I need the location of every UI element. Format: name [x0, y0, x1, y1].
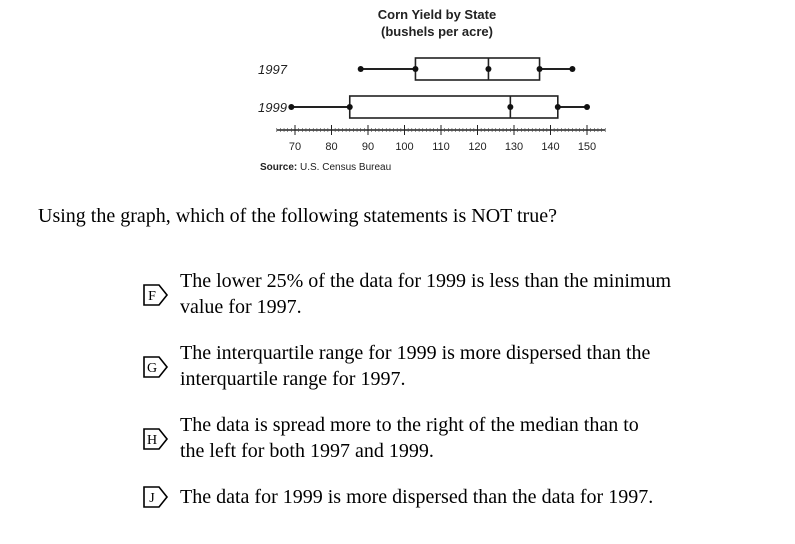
question-text: Using the graph, which of the following statements is NOT true?	[38, 205, 557, 227]
chart-canvas	[0, 0, 795, 185]
tick-label-120: 120	[468, 141, 487, 153]
series-1999-box	[350, 96, 558, 118]
option-g-letter: G	[146, 361, 158, 376]
option-h-line-1: The data is spread more to the right of the median than to	[180, 414, 639, 436]
option-f-text	[180, 268, 740, 320]
series-1997-min-point	[358, 66, 364, 72]
series-1999-max-point	[584, 104, 590, 110]
chart-source-label: Source:	[260, 162, 301, 173]
option-j-badge-icon	[143, 486, 169, 508]
option-f-line-2: value for 1997.	[180, 296, 302, 318]
option-f-badge-icon	[143, 284, 169, 306]
chart-title-line-1: Corn Yield by State	[377, 7, 497, 22]
tick-label-70: 70	[288, 141, 302, 153]
option-h[interactable]	[143, 412, 743, 472]
series-1999-median-point	[507, 104, 513, 110]
option-h-text	[180, 412, 740, 464]
option-f-letter: F	[148, 289, 156, 304]
option-h-letter: H	[146, 433, 158, 448]
tick-label-150: 150	[577, 141, 597, 153]
tick-label-100: 100	[395, 141, 414, 153]
tick-label-90: 90	[361, 141, 375, 153]
option-f[interactable]	[143, 268, 743, 328]
series-1997-median-point	[485, 66, 491, 72]
tick-label-130: 130	[504, 141, 524, 153]
series-1997-label: 1997	[258, 62, 287, 77]
tick-label-110: 110	[432, 141, 450, 153]
option-j[interactable]	[143, 484, 743, 544]
series-1997-box	[415, 58, 539, 80]
series-1997-q3-point	[537, 66, 543, 72]
option-h-badge-icon	[143, 428, 169, 450]
chart-title-line-2: (bushels per acre)	[381, 24, 493, 39]
series-1999-min-point	[288, 104, 294, 110]
option-f-line-1: The lower 25% of the data for 1999 is less than the minimum	[180, 270, 672, 292]
tick-label-140: 140	[541, 141, 560, 153]
series-1997-q1-point	[412, 66, 418, 72]
option-j-line-1: The data for 1999 is more dispersed than the data for 1997.	[180, 486, 654, 508]
series-1997-max-point	[569, 66, 575, 72]
series-1999-q1-point	[347, 104, 353, 110]
series-1999-label: 1999	[258, 100, 287, 115]
option-g-line-2: interquartile range for 1997.	[180, 368, 406, 390]
option-g-line-1: The interquartile range for 1999 is more dispersed than the	[180, 342, 651, 364]
option-g[interactable]	[143, 340, 743, 400]
option-j-letter: J	[149, 491, 155, 506]
chart-source	[260, 162, 391, 173]
tick-label-80: 80	[325, 141, 338, 153]
series-1999-q3-point	[555, 104, 561, 110]
box-plot-chart	[0, 0, 795, 185]
chart-source-value: U.S. Census Bureau	[300, 162, 392, 173]
option-g-text	[180, 340, 740, 392]
option-h-line-2: the left for both 1997 and 1999.	[180, 440, 434, 462]
option-g-badge-icon	[143, 356, 169, 378]
option-j-text	[180, 484, 740, 510]
